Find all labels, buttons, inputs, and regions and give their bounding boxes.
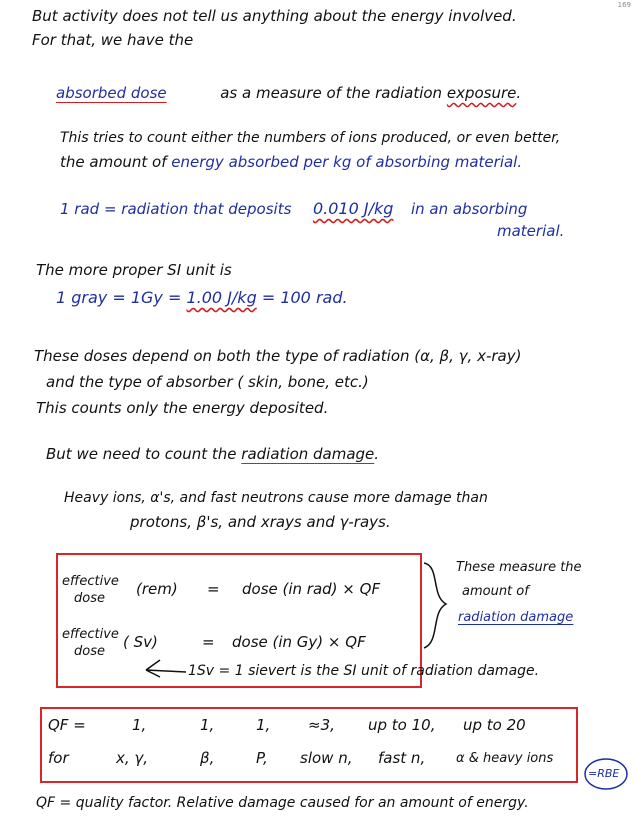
qf-row1-5: up to 10, [368,716,436,734]
row2-unit: ( Sv) [123,633,158,651]
si-unit-intro: The more proper SI unit is [36,261,232,279]
qf-row2-0: for [48,749,69,767]
gray-rhs: = 100 rad. [261,288,348,307]
note-line-3: radiation damage [458,610,574,625]
rad-lhs: 1 rad = radiation that deposits [60,200,292,218]
arrow-icon [146,660,186,677]
row2-equals: = [202,633,215,651]
row1-unit: (rem) [136,580,178,598]
qf-row1-1: 1, [132,716,147,734]
rad-rhs-2: material. [497,222,565,240]
qf-row1-2: 1, [200,716,215,734]
doses-line-5: Heavy ions, α's, and fast neutrons cause more damage than [64,490,488,506]
radiation-damage-term: radiation damage [241,445,375,463]
rbe-label: =RBE [588,767,620,780]
amount-of-text: the amount of [60,153,167,171]
intro-line-2: For that, we have the [32,31,194,49]
exposure-word: exposure [446,84,517,102]
curly-brace [424,563,446,648]
damage-period: . [374,445,380,463]
intro-line-1: But activity does not tell us anything about the energy involved. [32,7,517,25]
rad-value: 0.010 J/kg [312,199,394,218]
qf-row2-1: x, γ, [116,749,149,767]
gray-lhs: 1 gray = 1Gy = [56,288,182,307]
qf-row1-6: up to 20 [463,716,526,734]
gray-value: 1.00 J/kg [186,288,257,307]
row1-label-1: effective [62,574,119,589]
qf-row1-3: 1, [256,716,271,734]
sievert-definition: 1Sv = 1 sievert is the SI unit of radiation damage. [188,663,540,679]
doses-line-2: and the type of absorber ( skin, bone, etc.) [46,373,369,391]
ions-line: This tries to count either the numbers of ions produced, or even better, [60,130,561,146]
note-line-2: amount of [462,584,529,599]
row2-formula: dose (in Gy) × QF [232,633,366,651]
qf-row2-3: P, [256,749,268,767]
qf-row2-5: fast n, [378,749,426,767]
row1-formula: dose (in rad) × QF [242,580,381,598]
row1-equals: = [207,580,220,598]
exposure-period: . [516,84,522,102]
measure-text: as a measure of the radiation [220,84,443,102]
row1-label-2: dose [74,591,105,606]
note-line-1: These measure the [456,560,582,575]
absorbed-dose-term: absorbed dose [56,84,167,102]
row2-label-1: effective [62,627,119,642]
doses-line-1: These doses depend on both the type of radiation (α, β, γ, x-ray) [34,347,522,365]
qf-row1-4: ≈3, [308,716,335,734]
qf-row2-6: α & heavy ions [456,751,554,766]
qf-row2-4: slow n, [300,749,353,767]
doses-line-3: This counts only the energy deposited. [36,399,329,417]
doses-line-6: protons, β's, and xrays and γ-rays. [130,513,391,531]
qf-row2-2: β, [200,749,215,767]
energy-absorbed-text: energy absorbed per kg of absorbing material. [171,153,523,171]
qf-row1-0: QF = [48,716,86,734]
row2-label-2: dose [74,644,105,659]
qf-definition: QF = quality factor. Relative damage caused for an amount of energy. [36,795,529,811]
rad-rhs-1: in an absorbing [410,200,528,218]
need-to-count-text: But we need to count the [46,445,237,463]
page-number: 169 [617,1,631,9]
